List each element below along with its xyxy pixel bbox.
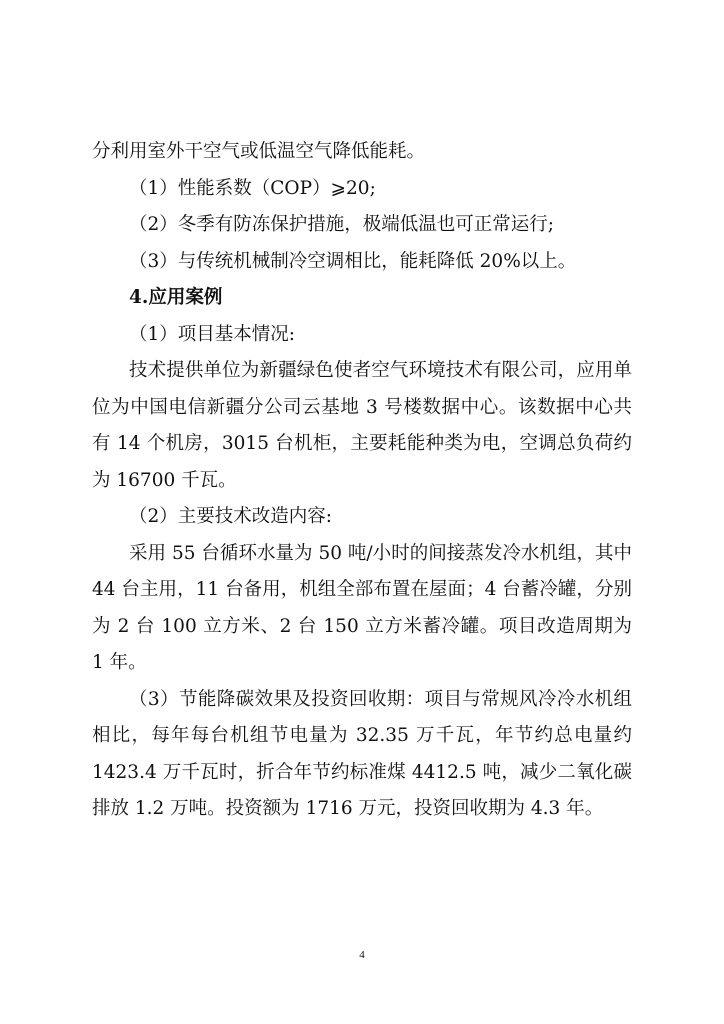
- page-number: 4: [359, 949, 365, 961]
- subheading-retrofit-content: （2）主要技术改造内容:: [129, 506, 333, 527]
- subheading-project-basics: （1）项目基本情况:: [129, 323, 296, 345]
- section-heading-application-case: 4.应用案例: [129, 287, 223, 308]
- requirement-cop: （1）性能系数（COP）⩾20;: [129, 177, 376, 199]
- paragraph-continuation: 分利用室外干空气或低温空气降低能耗。: [92, 141, 426, 162]
- requirement-energy-reduction: （3）与传统机械制冷空调相比，能耗降低 20%以上。: [129, 250, 577, 272]
- paragraph-energy-saving-effect: （3）节能降碳效果及投资回收期：项目与常规风冷冷水机组相比，每年每台机组节电量为 32.35 万千瓦，年节约总电量约 1423.4 万千瓦时，折合年节约标准煤 4412.5 吨，减少二氧化碳排放 1.2 万吨。投资额为 1716 万元，投资回收期为 4.3 年。: [92, 688, 632, 819]
- paragraph-project-basics: 技术提供单位为新疆绿色使者空气环境技术有限公司，应用单位为中国电信新疆分公司云基地 3 号楼数据中心。该数据中心共有 14 个机房，3015 台机柜，主要耗能种类为电，空调总负荷约为 16700 千瓦。: [92, 360, 632, 491]
- document-body: [92, 134, 632, 828]
- requirement-antifreeze: （2）冬季有防冻保护措施，极端低温也可正常运行;: [129, 214, 555, 235]
- paragraph-retrofit-content: 采用 55 台循环水量为 50 吨/小时的间接蒸发冷水机组，其中 44 台主用，11 台备用，机组全部布置在屋面；4 台蓄冷罐，分别为 2 台 100 立方米、2 台 150 立方米蓄冷罐。项目改造周期为 1 年。: [92, 542, 632, 673]
